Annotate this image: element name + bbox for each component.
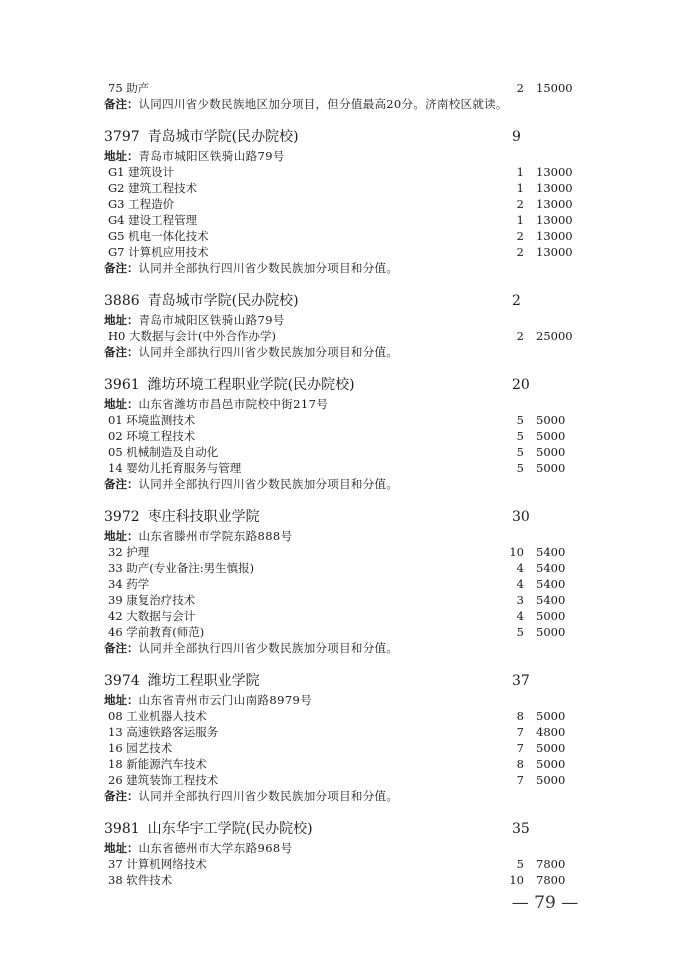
major-name: 14 婴幼儿托育服务与管理: [108, 461, 242, 475]
tuition-fee: 5000: [536, 445, 566, 459]
enrollment-count: 7: [516, 725, 524, 739]
school-block: [104, 290, 584, 360]
address-label: 地址：: [104, 149, 139, 163]
major-name: G5 机电一体化技术: [108, 229, 209, 243]
school-code: 3972: [104, 509, 140, 525]
enrollment-count: 3: [516, 593, 524, 607]
tuition-fee: 13000: [536, 245, 573, 259]
major-row: [104, 724, 584, 740]
address-line: [104, 840, 584, 856]
enrollment-count: 2: [516, 329, 524, 343]
page-number: — 79 —: [511, 893, 579, 913]
tuition-fee: 5000: [536, 609, 566, 623]
major-row: [104, 576, 584, 592]
major-row: [104, 444, 584, 460]
address-label: 地址：: [104, 841, 139, 855]
major-row: [104, 180, 584, 196]
enrollment-count: 7: [516, 773, 524, 787]
school-header: [104, 290, 584, 312]
address-line: [104, 148, 584, 164]
tuition-fee: 5400: [536, 561, 566, 575]
tuition-fee: 5000: [536, 757, 566, 771]
major-name: 32 护理: [108, 545, 150, 559]
school-code: 3886: [104, 293, 140, 309]
school-code: 3961: [104, 377, 140, 393]
major-row: [104, 428, 584, 444]
address-text: 青岛市城阳区铁骑山路79号: [138, 313, 285, 327]
major-name: G3 工程造价: [108, 197, 175, 211]
address-text: 山东省青州市云门山南路8979号: [138, 693, 313, 707]
note-line: [104, 96, 584, 112]
note-label: 备注：: [104, 97, 139, 111]
note-text: 认同四川省少数民族地区加分项目，但分值最高20分。济南校区就读。: [138, 97, 508, 111]
tuition-fee: 13000: [536, 165, 573, 179]
note-line: [104, 476, 584, 492]
major-row: [104, 544, 584, 560]
school-total: 37: [512, 673, 530, 689]
major-row: [104, 212, 584, 228]
address-label: 地址：: [104, 397, 139, 411]
tuition-fee: 5000: [536, 413, 566, 427]
major-name: 37 计算机网络技术: [108, 857, 207, 871]
tuition-fee: 13000: [536, 197, 573, 211]
major-name: 05 机械制造及自动化: [108, 445, 219, 459]
major-row: [104, 196, 584, 212]
major-row: [104, 708, 584, 724]
school-name: 枣庄科技职业学院: [147, 509, 260, 525]
major-name: 33 助产(专业备注:男生慎报): [108, 561, 255, 575]
note-text: 认同并全部执行四川省少数民族加分项目和分值。: [138, 641, 399, 655]
major-name: 26 建筑装饰工程技术: [108, 773, 219, 787]
major-row: [104, 164, 584, 180]
address-line: [104, 312, 584, 328]
major-name: 39 康复治疗技术: [108, 593, 196, 607]
enrollment-count: 5: [516, 857, 524, 871]
major-name: H0 大数据与会计(中外合作办学): [108, 329, 276, 343]
major-row: [104, 624, 584, 640]
tuition-fee: 13000: [536, 181, 573, 195]
address-label: 地址：: [104, 529, 139, 543]
enrollment-count: 2: [516, 81, 524, 95]
enrollment-count: 4: [516, 561, 524, 575]
school-name: 潍坊工程职业学院: [147, 673, 260, 689]
school-total: 2: [512, 293, 521, 309]
address-label: 地址：: [104, 693, 139, 707]
tuition-fee: 13000: [536, 229, 573, 243]
tuition-fee: 5000: [536, 625, 566, 639]
address-line: [104, 396, 584, 412]
major-row: [104, 80, 584, 96]
enrollment-count: 10: [509, 873, 524, 887]
school-total: 9: [512, 129, 521, 145]
school-block: [104, 506, 584, 656]
enrollment-count: 5: [516, 429, 524, 443]
major-name: G7 计算机应用技术: [108, 245, 209, 259]
major-row: [104, 856, 584, 872]
major-row: [104, 228, 584, 244]
enrollment-count: 4: [516, 577, 524, 591]
leading-block: [104, 80, 584, 112]
address-label: 地址：: [104, 313, 139, 327]
major-row: [104, 872, 584, 888]
major-row: [104, 592, 584, 608]
major-name: G4 建设工程管理: [108, 213, 198, 227]
note-text: 认同并全部执行四川省少数民族加分项目和分值。: [138, 345, 399, 359]
enrollment-count: 2: [516, 245, 524, 259]
major-name: G2 建筑工程技术: [108, 181, 198, 195]
school-block: [104, 818, 584, 888]
major-row: [104, 756, 584, 772]
tuition-fee: 4800: [536, 725, 566, 739]
school-header: [104, 818, 584, 840]
major-row: [104, 412, 584, 428]
school-total: 30: [512, 509, 530, 525]
note-text: 认同并全部执行四川省少数民族加分项目和分值。: [138, 789, 399, 803]
enrollment-count: 1: [516, 181, 524, 195]
note-label: 备注：: [104, 789, 139, 803]
major-name: 38 软件技术: [108, 873, 173, 887]
tuition-fee: 5400: [536, 593, 566, 607]
school-block: [104, 670, 584, 804]
major-name: 01 环境监测技术: [108, 413, 196, 427]
note-label: 备注：: [104, 641, 139, 655]
school-code: 3797: [104, 129, 140, 145]
tuition-fee: 5400: [536, 577, 566, 591]
note-line: [104, 640, 584, 656]
major-row: [104, 608, 584, 624]
tuition-fee: 15000: [536, 81, 573, 95]
enrollment-count: 5: [516, 445, 524, 459]
major-row: [104, 460, 584, 476]
tuition-fee: 5000: [536, 709, 566, 723]
address-text: 山东省德州市大学东路968号: [138, 841, 293, 855]
tuition-fee: 25000: [536, 329, 573, 343]
major-name: 75 助产: [108, 81, 150, 95]
school-header: [104, 670, 584, 692]
note-label: 备注：: [104, 261, 139, 275]
enrollment-count: 1: [516, 213, 524, 227]
tuition-fee: 7800: [536, 857, 566, 871]
school-total: 20: [512, 377, 530, 393]
major-name: 42 大数据与会计: [108, 609, 196, 623]
tuition-fee: 5000: [536, 773, 566, 787]
tuition-fee: 5000: [536, 741, 566, 755]
enrollment-count: 2: [516, 197, 524, 211]
school-header: [104, 374, 584, 396]
enrollment-count: 10: [509, 545, 524, 559]
tuition-fee: 5000: [536, 429, 566, 443]
note-text: 认同并全部执行四川省少数民族加分项目和分值。: [138, 477, 399, 491]
school-block: [104, 374, 584, 492]
address-line: [104, 692, 584, 708]
enrollment-count: 5: [516, 461, 524, 475]
major-row: [104, 772, 584, 788]
major-name: 18 新能源汽车技术: [108, 757, 207, 771]
school-name: 青岛城市学院(民办院校): [147, 129, 299, 145]
address-line: [104, 528, 584, 544]
tuition-fee: 7800: [536, 873, 566, 887]
school-header: [104, 126, 584, 148]
note-line: [104, 344, 584, 360]
note-text: 认同并全部执行四川省少数民族加分项目和分值。: [138, 261, 399, 275]
school-header: [104, 506, 584, 528]
major-name: 13 高速铁路客运服务: [108, 725, 219, 739]
enrollment-count: 5: [516, 413, 524, 427]
school-block: [104, 126, 584, 276]
address-text: 山东省潍坊市昌邑市院校中街217号: [138, 397, 329, 411]
major-row: [104, 244, 584, 260]
note-label: 备注：: [104, 345, 139, 359]
admission-list: [104, 80, 584, 888]
address-text: 青岛市城阳区铁骑山路79号: [138, 149, 285, 163]
enrollment-count: 1: [516, 165, 524, 179]
enrollment-count: 4: [516, 609, 524, 623]
major-row: [104, 560, 584, 576]
major-name: 34 药学: [108, 577, 150, 591]
note-line: [104, 260, 584, 276]
tuition-fee: 5400: [536, 545, 566, 559]
tuition-fee: 13000: [536, 213, 573, 227]
major-name: 46 学前教育(师范): [108, 625, 205, 639]
enrollment-count: 8: [516, 757, 524, 771]
enrollment-count: 7: [516, 741, 524, 755]
school-name: 潍坊环境工程职业学院(民办院校): [147, 377, 355, 393]
major-row: [104, 740, 584, 756]
note-label: 备注：: [104, 477, 139, 491]
major-name: 02 环境工程技术: [108, 429, 196, 443]
school-total: 35: [512, 821, 530, 837]
enrollment-count: 8: [516, 709, 524, 723]
major-name: G1 建筑设计: [108, 165, 175, 179]
school-name: 山东华宇工学院(民办院校): [147, 821, 313, 837]
school-code: 3981: [104, 821, 140, 837]
school-code: 3974: [104, 673, 140, 689]
enrollment-count: 2: [516, 229, 524, 243]
note-line: [104, 788, 584, 804]
enrollment-count: 5: [516, 625, 524, 639]
major-name: 16 园艺技术: [108, 741, 173, 755]
tuition-fee: 5000: [536, 461, 566, 475]
school-name: 青岛城市学院(民办院校): [147, 293, 299, 309]
major-name: 08 工业机器人技术: [108, 709, 207, 723]
major-row: [104, 328, 584, 344]
address-text: 山东省滕州市学院东路888号: [138, 529, 293, 543]
